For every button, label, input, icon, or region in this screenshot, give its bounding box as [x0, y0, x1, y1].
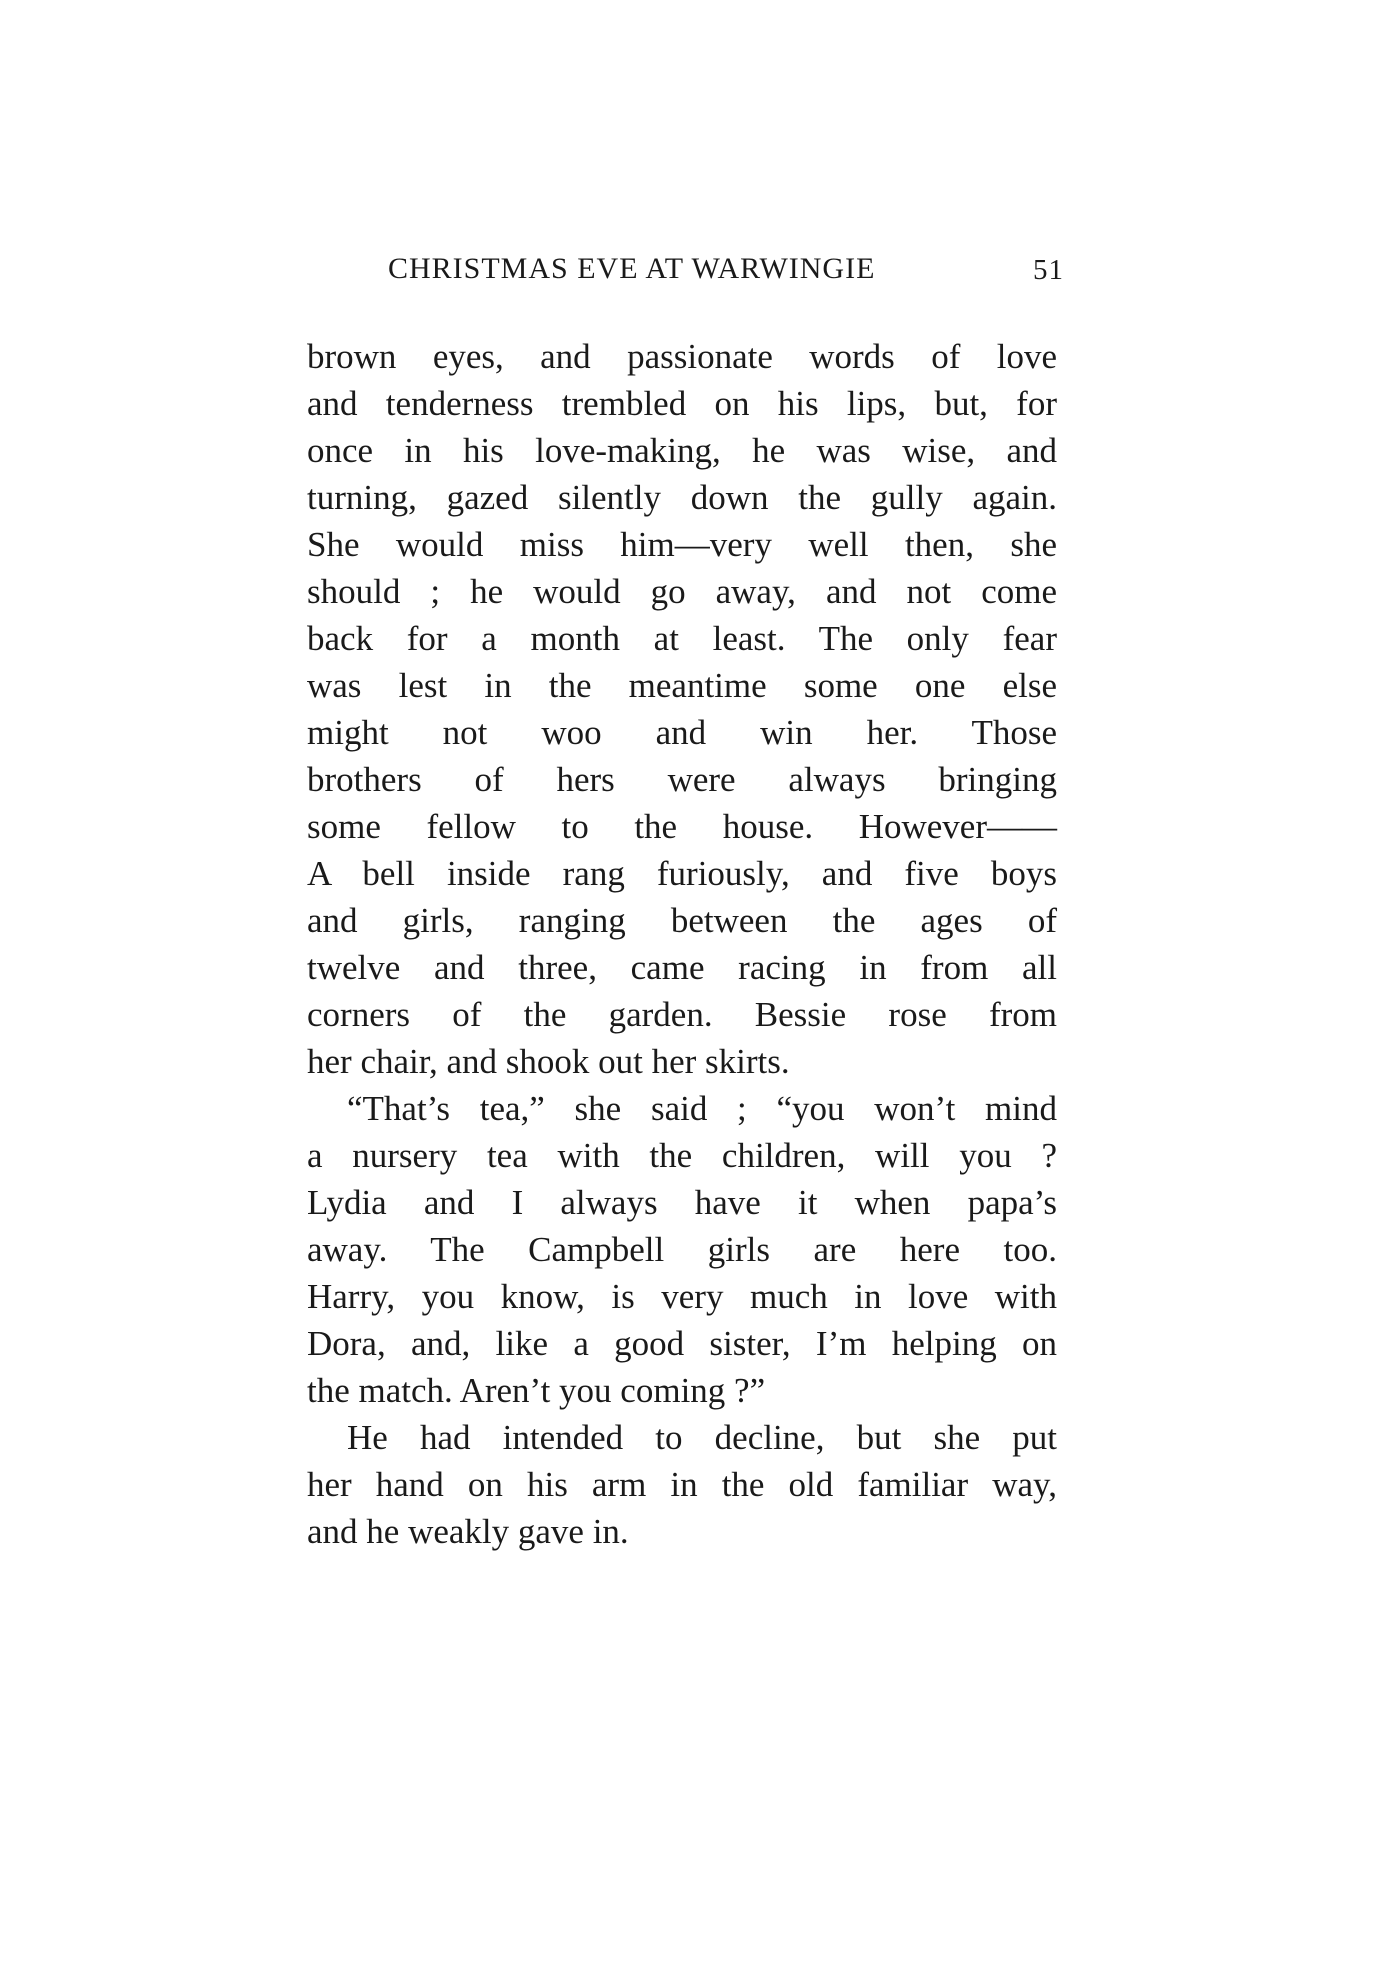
text-line: should ; he would go away, and not come — [307, 572, 1057, 611]
text-line: Dora, and, like a good sister, I’m helping on — [307, 1324, 1057, 1363]
running-title: CHRISTMAS EVE AT WARWINGIE — [388, 252, 876, 285]
text-line: might not woo and win her. Those — [307, 713, 1057, 752]
text-line: A bell inside rang furiously, and five boys — [307, 854, 1057, 893]
text-line: Harry, you know, is very much in love with — [307, 1277, 1057, 1316]
text-line: her hand on his arm in the old familiar way, — [307, 1465, 1057, 1504]
text-line: turning, gazed silently down the gully again. — [307, 478, 1057, 517]
text-line: a nursery tea with the children, will you ? — [307, 1136, 1057, 1175]
text-line: some fellow to the house. However—— — [307, 807, 1057, 846]
text-line: “That’s tea,” she said ; “you won’t mind — [347, 1089, 1057, 1128]
running-head — [388, 252, 1068, 296]
text-line: Lydia and I always have it when papa’s — [307, 1183, 1057, 1222]
text-line: and tenderness trembled on his lips, but, for — [307, 384, 1057, 423]
text-line: and he weakly gave in. — [307, 1512, 629, 1551]
text-line: once in his love-making, he was wise, and — [307, 431, 1057, 470]
page-number: 51 — [1033, 254, 1064, 286]
text-line: away. The Campbell girls are here too. — [307, 1230, 1057, 1269]
text-line: her chair, and shook out her skirts. — [307, 1042, 790, 1081]
text-line: and girls, ranging between the ages of — [307, 901, 1057, 940]
text-line: corners of the garden. Bessie rose from — [307, 995, 1057, 1034]
text-line: brown eyes, and passionate words of love — [307, 337, 1057, 376]
text-line: twelve and three, came racing in from all — [307, 948, 1057, 987]
text-line: He had intended to decline, but she put — [347, 1418, 1057, 1457]
text-line: brothers of hers were always bringing — [307, 760, 1057, 799]
text-line: back for a month at least. The only fear — [307, 619, 1057, 658]
text-line: She would miss him—very well then, she — [307, 525, 1057, 564]
body-text — [307, 333, 1057, 1555]
text-line: the match. Aren’t you coming ?” — [307, 1371, 766, 1410]
text-line: was lest in the meantime some one else — [307, 666, 1057, 705]
